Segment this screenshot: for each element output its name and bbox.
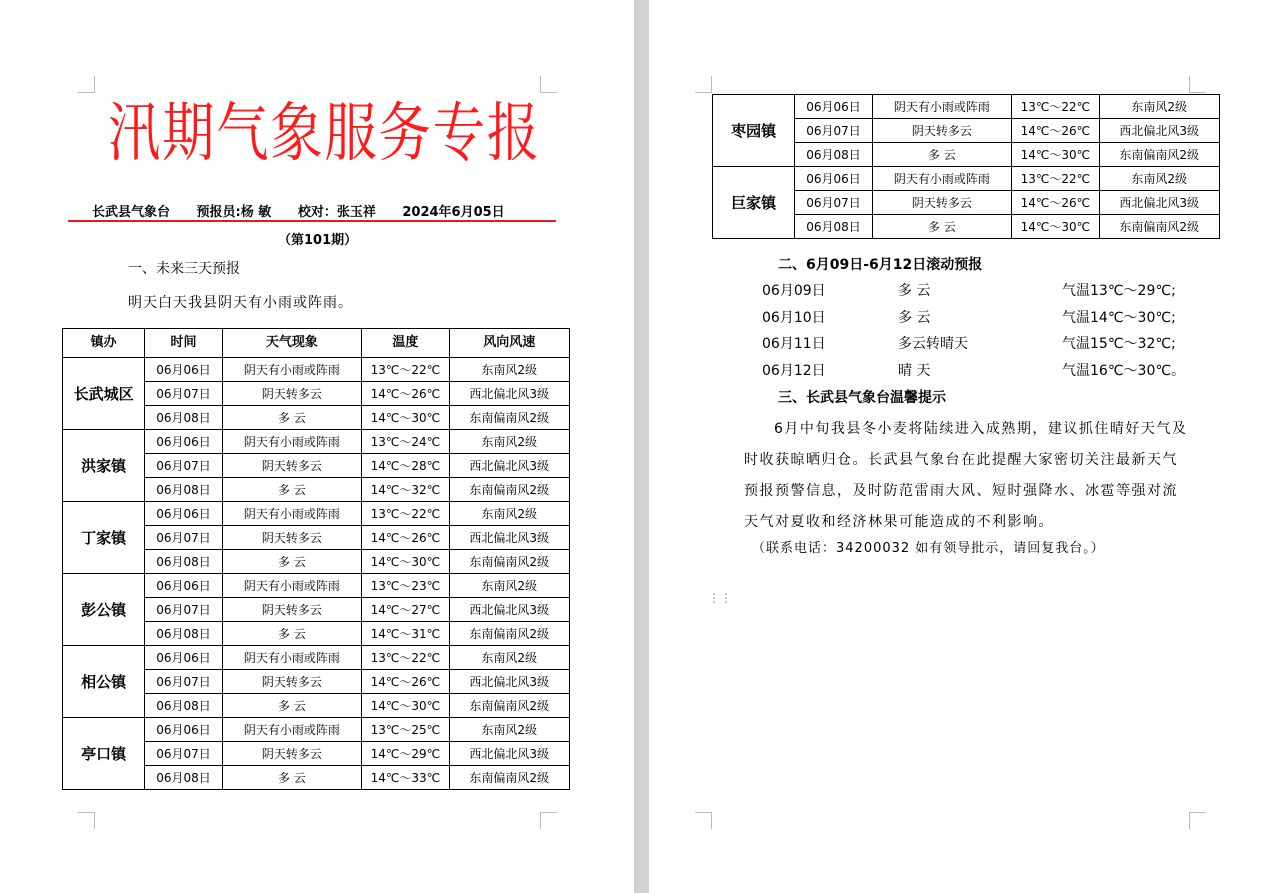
cell-wind: 西北偏北风3级 bbox=[449, 526, 570, 550]
cell-temp: 14℃～33℃ bbox=[362, 766, 449, 790]
header-wind: 风向风速 bbox=[449, 329, 570, 358]
byline-forecaster: 预报员:杨 敏 bbox=[196, 205, 272, 220]
cell-weather: 阴天转多云 bbox=[872, 191, 1012, 215]
cell-temp: 13℃～23℃ bbox=[362, 574, 449, 598]
cell-weather: 阴天转多云 bbox=[222, 526, 362, 550]
cell-wind: 西北偏北风3级 bbox=[1099, 191, 1220, 215]
cell-date: 06月07日 bbox=[145, 742, 222, 766]
cell-date: 06月07日 bbox=[145, 598, 222, 622]
cell-wind: 西北偏北风3级 bbox=[449, 382, 570, 406]
cell-temp: 14℃～30℃ bbox=[362, 694, 449, 718]
issue-number: （第101期） bbox=[278, 233, 358, 248]
cell-temp: 14℃～26℃ bbox=[1012, 191, 1099, 215]
cell-temp: 13℃～22℃ bbox=[362, 646, 449, 670]
cell-date: 06月07日 bbox=[795, 119, 872, 143]
section2-heading: 二、6月09日-6月12日滚动预报 bbox=[778, 257, 983, 273]
cell-wind: 东南风2级 bbox=[449, 502, 570, 526]
cell-wind: 东南偏南风2级 bbox=[449, 694, 570, 718]
forecast-table-continued bbox=[712, 94, 1220, 239]
margin-corner-mark bbox=[1189, 76, 1206, 93]
cell-weather: 阴天有小雨或阵雨 bbox=[222, 358, 362, 382]
byline bbox=[92, 201, 527, 220]
cell-wind: 西北偏北风3级 bbox=[449, 598, 570, 622]
header-temp: 温度 bbox=[362, 329, 449, 358]
cell-weather: 多 云 bbox=[222, 694, 362, 718]
cell-temp: 14℃～26℃ bbox=[1012, 119, 1099, 143]
cell-temp: 14℃～31℃ bbox=[362, 622, 449, 646]
byline-checker: 校对：张玉祥 bbox=[297, 205, 376, 220]
cell-temp: 14℃～26℃ bbox=[362, 670, 449, 694]
cell-date: 06月06日 bbox=[795, 167, 872, 191]
byline-org: 长武县气象台 bbox=[92, 205, 171, 220]
cell-date: 06月08日 bbox=[145, 550, 222, 574]
table-row bbox=[713, 95, 1220, 119]
cell-date: 06月06日 bbox=[145, 502, 222, 526]
cell-wind: 东南偏南风2级 bbox=[449, 622, 570, 646]
cell-wind: 西北偏北风3级 bbox=[449, 742, 570, 766]
table-row bbox=[63, 430, 570, 454]
cell-date: 06月07日 bbox=[145, 382, 222, 406]
section3-text: 6月中旬我县冬小麦将陆续进入成熟期，建议抓住晴好天气及时收获晾晒归仓。长武县气象台在此提醒大家密切关注最新天气预报预警信息，及时防范雷雨大风、短时强降水、冰雹等强对流天气对夏收和经济林果可能造成的不利影响。 bbox=[744, 421, 1188, 530]
cell-wind: 东南风2级 bbox=[449, 646, 570, 670]
table-row bbox=[63, 358, 570, 382]
rolling-temp: 气温15℃～32℃; bbox=[1062, 336, 1176, 352]
header-date: 时间 bbox=[145, 329, 222, 358]
margin-corner-mark bbox=[540, 812, 557, 829]
cell-weather: 阴天有小雨或阵雨 bbox=[222, 502, 362, 526]
cell-weather: 阴天有小雨或阵雨 bbox=[222, 646, 362, 670]
cell-date: 06月06日 bbox=[145, 574, 222, 598]
table-header-row bbox=[63, 329, 570, 358]
town-name: 枣园镇 bbox=[713, 95, 795, 167]
cell-wind: 西北偏北风3级 bbox=[449, 670, 570, 694]
cell-weather: 阴天有小雨或阵雨 bbox=[872, 167, 1012, 191]
cell-weather: 阴天有小雨或阵雨 bbox=[872, 95, 1012, 119]
cell-weather: 阴天有小雨或阵雨 bbox=[222, 574, 362, 598]
section1-heading: 一、未来三天预报 bbox=[128, 261, 240, 277]
cell-weather: 阴天转多云 bbox=[222, 670, 362, 694]
town-name: 亭口镇 bbox=[63, 718, 145, 790]
margin-corner-mark bbox=[540, 76, 557, 93]
byline-date: 2024年6月05日 bbox=[402, 205, 505, 220]
cell-wind: 东南偏南风2级 bbox=[449, 406, 570, 430]
cell-weather: 多 云 bbox=[872, 215, 1012, 239]
cell-date: 06月06日 bbox=[795, 95, 872, 119]
cell-weather: 阴天转多云 bbox=[872, 119, 1012, 143]
cell-weather: 阴天有小雨或阵雨 bbox=[222, 430, 362, 454]
cell-wind: 东南风2级 bbox=[1099, 95, 1220, 119]
table-row bbox=[63, 718, 570, 742]
rolling-temp: 气温13℃～29℃; bbox=[1062, 283, 1176, 299]
cell-date: 06月06日 bbox=[145, 430, 222, 454]
cell-weather: 阴天转多云 bbox=[222, 382, 362, 406]
cell-wind: 东南风2级 bbox=[449, 358, 570, 382]
table-row bbox=[713, 167, 1220, 191]
section3-paragraph bbox=[744, 414, 1190, 538]
town-name: 长武城区 bbox=[63, 358, 145, 430]
town-name: 洪家镇 bbox=[63, 430, 145, 502]
margin-corner-mark bbox=[1189, 812, 1206, 829]
cell-date: 06月08日 bbox=[145, 622, 222, 646]
cell-temp: 14℃～30℃ bbox=[362, 550, 449, 574]
table-row bbox=[63, 646, 570, 670]
drag-handle-icon[interactable]: ⋮⋮ bbox=[708, 591, 732, 605]
cell-wind: 东南风2级 bbox=[449, 430, 570, 454]
section3-heading: 三、长武县气象台温馨提示 bbox=[778, 390, 946, 406]
rolling-date: 06月12日 bbox=[762, 362, 826, 379]
cell-wind: 东南风2级 bbox=[449, 718, 570, 742]
margin-corner-mark bbox=[695, 76, 712, 93]
table-row bbox=[63, 574, 570, 598]
cell-date: 06月06日 bbox=[145, 718, 222, 742]
header-divider bbox=[68, 220, 556, 222]
cell-temp: 14℃～30℃ bbox=[1012, 215, 1099, 239]
page-gap bbox=[634, 0, 649, 893]
header-weather: 天气现象 bbox=[222, 329, 362, 358]
rolling-temp: 气温14℃～30℃; bbox=[1062, 309, 1176, 326]
cell-temp: 13℃～25℃ bbox=[362, 718, 449, 742]
town-name: 彭公镇 bbox=[63, 574, 145, 646]
header-town: 镇办 bbox=[63, 329, 145, 358]
cell-temp: 14℃～26℃ bbox=[362, 526, 449, 550]
margin-corner-mark bbox=[78, 812, 95, 829]
cell-temp: 14℃～30℃ bbox=[1012, 143, 1099, 167]
forecast-table bbox=[62, 328, 570, 790]
cell-date: 06月06日 bbox=[145, 358, 222, 382]
cell-date: 06月07日 bbox=[145, 526, 222, 550]
cell-temp: 14℃～29℃ bbox=[362, 742, 449, 766]
cell-weather: 多 云 bbox=[872, 143, 1012, 167]
town-name: 巨家镇 bbox=[713, 167, 795, 239]
cell-temp: 14℃～28℃ bbox=[362, 454, 449, 478]
cell-date: 06月07日 bbox=[145, 670, 222, 694]
cell-wind: 东南风2级 bbox=[449, 574, 570, 598]
cell-wind: 东南偏南风2级 bbox=[1099, 215, 1220, 239]
cell-wind: 东南偏南风2级 bbox=[449, 478, 570, 502]
town-name: 相公镇 bbox=[63, 646, 145, 718]
cell-temp: 13℃～24℃ bbox=[362, 430, 449, 454]
cell-wind: 东南偏南风2级 bbox=[449, 766, 570, 790]
cell-date: 06月08日 bbox=[145, 694, 222, 718]
rolling-date: 06月10日 bbox=[762, 309, 826, 326]
cell-date: 06月08日 bbox=[145, 406, 222, 430]
cell-weather: 阴天转多云 bbox=[222, 598, 362, 622]
cell-temp: 14℃～30℃ bbox=[362, 406, 449, 430]
cell-date: 06月08日 bbox=[795, 143, 872, 167]
rolling-date: 06月09日 bbox=[762, 283, 826, 299]
contact-line: （联系电话：34200032 如有领导批示，请回复我台。） bbox=[752, 541, 1105, 556]
rolling-weather: 多云转晴天 bbox=[898, 336, 968, 352]
cell-weather: 多 云 bbox=[222, 766, 362, 790]
rolling-date: 06月11日 bbox=[762, 336, 826, 352]
cell-temp: 14℃～32℃ bbox=[362, 478, 449, 502]
cell-date: 06月08日 bbox=[795, 215, 872, 239]
cell-temp: 14℃～27℃ bbox=[362, 598, 449, 622]
rolling-weather: 多 云 bbox=[898, 283, 931, 299]
cell-temp: 14℃～26℃ bbox=[362, 382, 449, 406]
cell-date: 06月08日 bbox=[145, 478, 222, 502]
cell-date: 06月08日 bbox=[145, 766, 222, 790]
cell-wind: 东南偏南风2级 bbox=[1099, 143, 1220, 167]
cell-temp: 13℃～22℃ bbox=[362, 358, 449, 382]
cell-weather: 阴天转多云 bbox=[222, 454, 362, 478]
cell-temp: 13℃～22℃ bbox=[362, 502, 449, 526]
rolling-weather: 晴 天 bbox=[898, 362, 931, 379]
cell-temp: 13℃～22℃ bbox=[1012, 167, 1099, 191]
margin-corner-mark bbox=[695, 812, 712, 829]
margin-corner-mark bbox=[78, 76, 95, 93]
cell-weather: 多 云 bbox=[222, 622, 362, 646]
cell-weather: 阴天有小雨或阵雨 bbox=[222, 718, 362, 742]
cell-temp: 13℃～22℃ bbox=[1012, 95, 1099, 119]
cell-wind: 东南偏南风2级 bbox=[449, 550, 570, 574]
cell-date: 06月07日 bbox=[145, 454, 222, 478]
cell-weather: 多 云 bbox=[222, 550, 362, 574]
cell-date: 06月06日 bbox=[145, 646, 222, 670]
cell-wind: 西北偏北风3级 bbox=[449, 454, 570, 478]
document-page-1 bbox=[0, 0, 634, 893]
town-name: 丁家镇 bbox=[63, 502, 145, 574]
cell-weather: 多 云 bbox=[222, 406, 362, 430]
cell-wind: 西北偏北风3级 bbox=[1099, 119, 1220, 143]
table-row bbox=[63, 502, 570, 526]
banner-title: 汛期气象服务专报 bbox=[107, 97, 541, 171]
section1-text: 明天白天我县阴天有小雨或阵雨。 bbox=[128, 295, 353, 311]
cell-weather: 阴天转多云 bbox=[222, 742, 362, 766]
rolling-temp: 气温16℃～30℃。 bbox=[1062, 362, 1186, 379]
rolling-weather: 多 云 bbox=[898, 309, 931, 326]
cell-wind: 东南风2级 bbox=[1099, 167, 1220, 191]
cell-date: 06月07日 bbox=[795, 191, 872, 215]
cell-weather: 多 云 bbox=[222, 478, 362, 502]
